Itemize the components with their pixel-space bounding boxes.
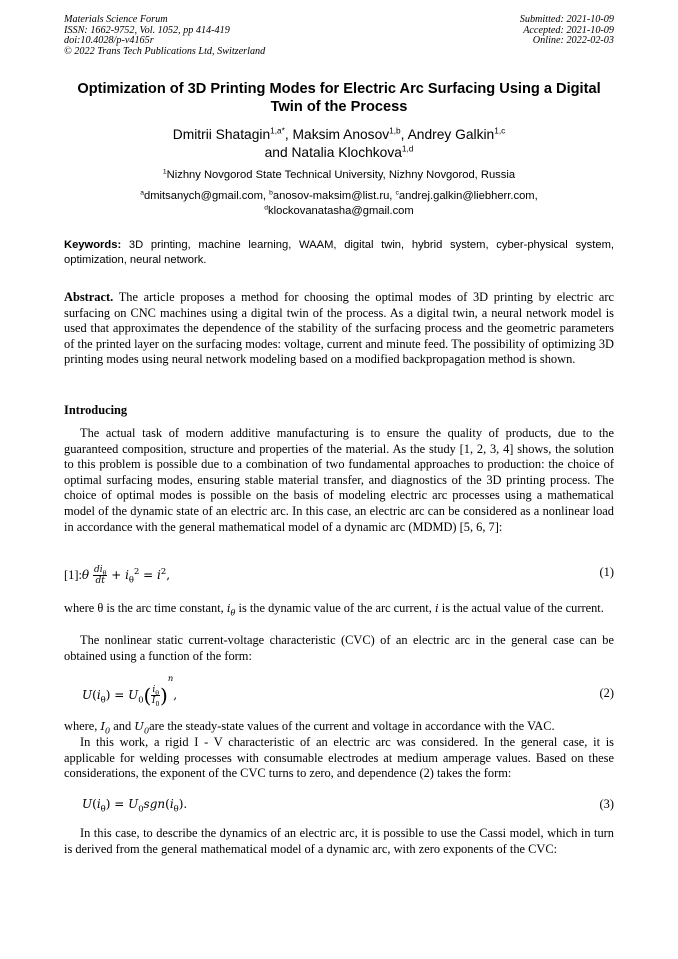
email-mark: a <box>140 189 144 197</box>
abstract <box>64 290 614 368</box>
copyright-line: © 2022 Trans Tech Publications Ltd, Switzerland <box>64 46 266 58</box>
equation-1-prefix: [1]: <box>64 568 82 582</box>
author-name: Natalia Klochkova <box>291 145 402 160</box>
affiliation-text: Nizhny Novgorod State Technical University, Nizhny Novgorod, Russia <box>166 169 516 181</box>
journal-header-left <box>64 15 265 58</box>
author-name: Maksim Anosov <box>292 127 390 142</box>
explanation-text: and <box>113 719 132 733</box>
equation-2: $U(i_\theta) = U_0$( $\frac{i_\theta}{I_0}$ )$^n$, (2) <box>82 673 614 708</box>
equation-2-number: (2) <box>599 686 614 700</box>
cvc-paragraph: The nonlinear static current-voltage characteristic (CVC) of an electric arc in the general case can be obtained using a function of the form: <box>64 633 614 663</box>
affiliation <box>64 168 614 182</box>
author-list: Dmitrii Shatagin$^{1,a*}$, Maksim Anosov$^{1,b}$, Andrey Galkin$^{1,c}$ and Natalia Klochkova$^{1,d}$ <box>172 126 506 160</box>
author-conjunction: and <box>264 145 288 160</box>
abstract-label: Abstract. <box>64 290 114 304</box>
online-date: Online: 2022-02-03 <box>532 35 614 47</box>
explanation-text: where θ is the arc time constant, <box>64 601 224 615</box>
issn-line: ISSN: 1662-9752, Vol. 1052, pp 414-419 <box>64 24 230 36</box>
equation-2-explanation: where, $I_0$ and $U_0are$ the steady-state values of the current and voltage in accordance with the VAC. <box>64 719 555 736</box>
abstract-text: The article proposes a method for choosing the optimal modes of 3D printing by electric arc surfacing on CNC machines using a digital twin of the process. As a digital twin, a neural network model is used that approximates the dependence of the stability of the surfacing process and the geometric parameters of the printed layer on the surfacing modes: voltage, current and minute feed. The possibility of optimizing 3D printing modes using neural network modeling based on a modified backpropagation method is shown. <box>64 290 614 367</box>
submitted-date: Submitted: 2021-10-09 <box>519 14 614 25</box>
equation-3-number: (3) <box>599 797 614 811</box>
journal-header-right <box>520 15 614 47</box>
equation-1: [1]:θ $\frac{di_\theta}{dt}$ + $i_\theta^2 = i^2$, (1) <box>64 565 614 586</box>
keywords <box>64 238 614 268</box>
email-link[interactable]: andrej.galkin@liebherr.com, <box>398 190 538 202</box>
cassi-paragraph: In this case, to describe the dynamics of an electric arc, it is possible to use the Cassi model, which in turn is derived from the general mathematical model of a dynamic arc, with zero exponents of the CVC: <box>64 826 614 856</box>
email-mark: d <box>264 204 269 212</box>
author-affil-mark: 1,a* <box>270 126 285 136</box>
email-link[interactable]: klockovanatasha@gmail.com <box>268 205 414 217</box>
author-name: Dmitrii Shatagin <box>172 127 271 142</box>
email-link[interactable]: anosov-maksim@list.ru, <box>272 190 393 202</box>
explanation-text: where, <box>64 719 98 733</box>
author-affil-mark: 1,d <box>401 144 414 154</box>
paper-title: Optimization of 3D Printing Modes for Electric Arc Surfacing Using a Digital Twin of the Process <box>77 81 601 115</box>
author-emails <box>64 189 614 219</box>
equation-1-number: (1) <box>599 565 614 579</box>
keywords-text: 3D printing, machine learning, WAAM, digital twin, hybrid system, cyber-physical system, optimization, neural network. <box>64 239 614 266</box>
rigid-cvc-paragraph: In this work, a rigid I - V characteristic of an electric arc was considered. In the general case, it is applicable for welding processes with consumable electrodes at medium amperage values. Based on these considerations, the exponent of the CVC turns to zero, and dependence (2) takes the form: <box>64 735 614 781</box>
explanation-text: are the steady-state values of the current and voltage in accordance with the VAC. <box>149 719 555 733</box>
section-heading: Introducing <box>64 403 128 417</box>
affiliation-mark: 1 <box>162 168 167 176</box>
equation-3: $U(i_\theta) = U_0sgn(i_\theta)$. (3) <box>82 797 614 814</box>
accepted-date: Accepted: 2021-10-09 <box>523 24 614 36</box>
author-affil-mark: 1,b <box>389 126 401 136</box>
intro-paragraph: The actual task of modern additive manufacturing is to ensure the quality of products, due to the guaranteed composition, structure and properties of the material. As the study [1, 2, 3, 4] shows, the solution to this problem is possible due to a combination of two fundamental approaches to production: the choice of optimal surfacing modes, ensuring stable material transfer, and diagnostics of the 3D printing process. The choice of optimal modes is possible on the basis of modeling electric arc processes using a mathematical model of the dynamic state of an electric arc. In this case, an electric arc can be considered as a nonlinear load in accordance with the general mathematical model of a dynamic arc (MDMD) [5, 6, 7]: <box>64 426 614 534</box>
email-link[interactable]: dmitsanych@gmail.com, <box>144 190 267 202</box>
explanation-text: is the dynamic value of the arc current, <box>238 601 432 615</box>
keywords-label: Keywords: <box>64 239 122 251</box>
equation-1-explanation: where θ is the arc time constant, $i_\theta$ is the dynamic value of the arc current, i is the actual value of the current. <box>64 601 604 618</box>
email-mark: b <box>269 189 273 197</box>
email-mark: c <box>395 189 399 197</box>
author-name: Andrey Galkin <box>407 127 495 142</box>
doi-line: doi:10.4028/p-v4165r <box>64 35 154 47</box>
author-affil-mark: 1,c <box>494 126 506 136</box>
journal-name: Materials Science Forum <box>64 14 168 25</box>
explanation-text: is the actual value of the current. <box>441 601 604 615</box>
